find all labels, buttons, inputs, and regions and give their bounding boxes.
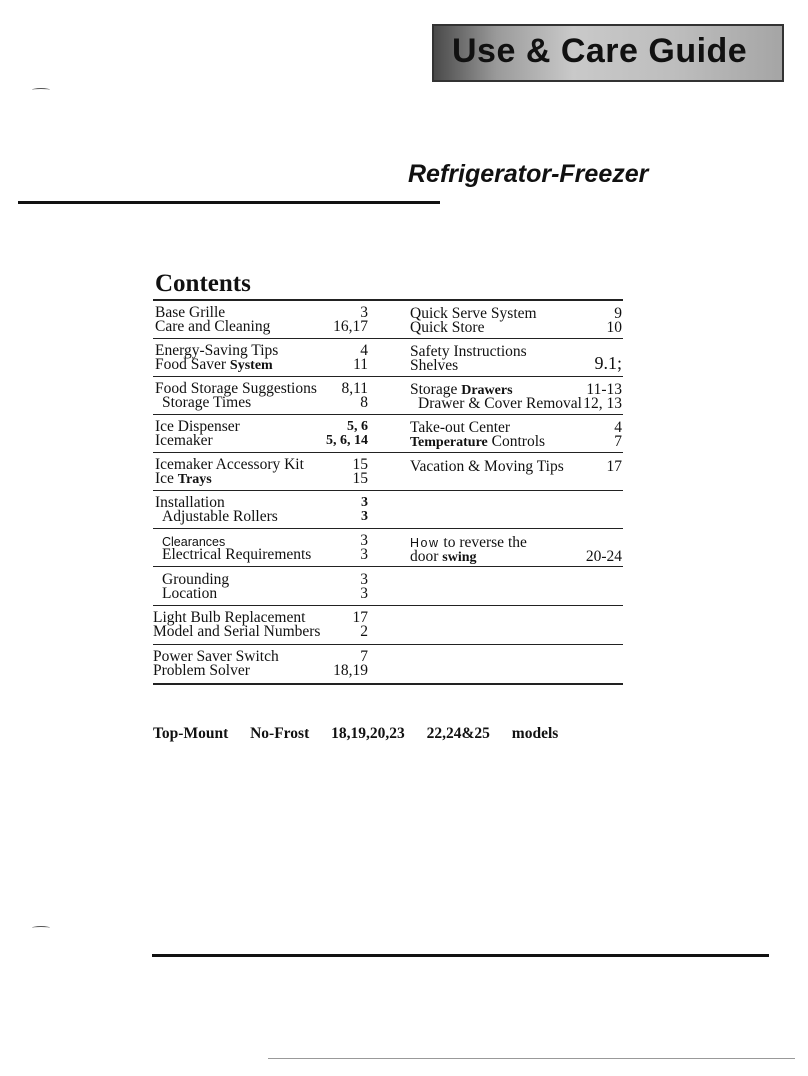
toc-entry: Care and Cleaning	[155, 318, 271, 335]
toc-page: 3	[360, 304, 368, 321]
toc-entry: Model and Serial Numbers	[153, 623, 321, 640]
toc-entry: Storage Drawers	[410, 381, 513, 398]
document-subtitle: Refrigerator-Freezer	[408, 160, 649, 188]
toc-page: 11-13	[586, 381, 622, 398]
footer-thin-rule	[268, 1058, 795, 1059]
header-rule	[18, 201, 440, 204]
toc-page: 3	[360, 532, 368, 549]
toc-page: 4	[614, 419, 622, 436]
toc-entry: Quick Serve System	[410, 305, 537, 322]
toc-entry: Shelves	[410, 357, 459, 374]
toc-page: 9.1;	[594, 353, 622, 373]
toc-entry: Power Saver Switch	[153, 648, 279, 665]
toc-entry: How to reverse the	[410, 534, 527, 551]
model-feature: No-Frost	[250, 725, 310, 742]
toc-entry: Vacation & Moving Tips	[410, 458, 564, 475]
toc-divider	[153, 414, 623, 415]
toc-page: 16,17	[333, 318, 368, 335]
toc-page: 15	[352, 456, 368, 473]
toc-entry: Adjustable Rollers	[162, 508, 278, 525]
toc-entry: Storage Times	[162, 394, 252, 411]
toc-page: 2	[360, 623, 368, 640]
toc-divider	[153, 566, 623, 567]
toc-entry: door swing	[410, 548, 477, 565]
toc-entry: Installation	[155, 494, 225, 511]
toc-entry: Clearances	[162, 535, 226, 549]
toc-page: 7	[360, 648, 368, 665]
toc-divider	[153, 376, 623, 377]
toc-page: 3	[360, 571, 368, 588]
toc-entry: Light Bulb Replacement	[153, 609, 306, 626]
toc-entry: Temperature Controls	[410, 433, 546, 450]
toc-entry: Energy-Saving Tips	[155, 342, 279, 359]
toc-entry: Food Saver System	[155, 356, 273, 373]
toc-page: 8	[360, 394, 368, 411]
toc-entry: Grounding	[162, 571, 230, 588]
toc-page: 11	[353, 356, 368, 373]
toc-entry: Quick Store	[410, 319, 485, 336]
toc-entry: Safety Instructions	[410, 343, 527, 360]
toc-page: 17	[606, 458, 622, 475]
toc-page: 8,11	[341, 380, 368, 397]
toc-entry: Take-out Center	[410, 419, 511, 436]
toc-entry: Food Storage Suggestions	[155, 380, 317, 397]
toc-page: 9	[614, 305, 622, 322]
toc-page: 15	[352, 470, 368, 487]
toc-page: 7	[614, 433, 622, 450]
banner-title: Use & Care Guide	[452, 32, 748, 70]
toc-entry: Icemaker Accessory Kit	[155, 456, 304, 473]
model-suffix: models	[511, 725, 559, 742]
toc-entry: Icemaker	[155, 432, 213, 449]
toc-entry: Base Grille	[155, 304, 226, 321]
toc-divider	[153, 490, 623, 491]
toc-page: 12, 13	[583, 395, 622, 412]
toc-divider	[153, 338, 623, 339]
models-line	[153, 725, 576, 743]
toc-page: 10	[606, 319, 622, 336]
toc-page: 3	[360, 546, 368, 563]
toc-page: 17	[352, 609, 368, 626]
toc-divider	[153, 605, 623, 606]
toc-page: 4	[360, 342, 368, 359]
toc-entry: Ice Dispenser	[155, 418, 240, 435]
toc-page: 20-24	[585, 548, 622, 565]
scan-speck	[32, 88, 50, 92]
toc-page: 5, 6	[347, 419, 368, 434]
model-group-2: 22,24&25	[426, 725, 490, 742]
contents-top-rule	[153, 299, 623, 301]
toc-divider	[153, 644, 623, 645]
model-group-1: 18,19,20,23	[331, 725, 405, 742]
toc-entry: Ice Trays	[155, 470, 212, 487]
toc-entry: Drawer & Cover Removal	[418, 395, 582, 412]
toc-divider	[153, 452, 623, 453]
use-care-guide-banner	[432, 24, 784, 82]
toc-divider	[153, 528, 623, 529]
toc-page: 3	[361, 509, 368, 524]
toc-page: 5, 6, 14	[326, 433, 368, 448]
model-type: Top-Mount	[153, 725, 229, 742]
toc-entry: Problem Solver	[153, 662, 250, 679]
toc-page: 18,19	[333, 662, 368, 679]
toc-page: 3	[361, 495, 368, 510]
footer-rule	[152, 954, 769, 957]
contents-bottom-rule	[153, 683, 623, 685]
toc-page: 3	[360, 585, 368, 602]
toc-entry: Electrical Requirements	[162, 546, 312, 563]
toc-entry: Location	[162, 585, 218, 602]
contents-heading: Contents	[155, 270, 251, 297]
scan-speck	[32, 926, 50, 930]
